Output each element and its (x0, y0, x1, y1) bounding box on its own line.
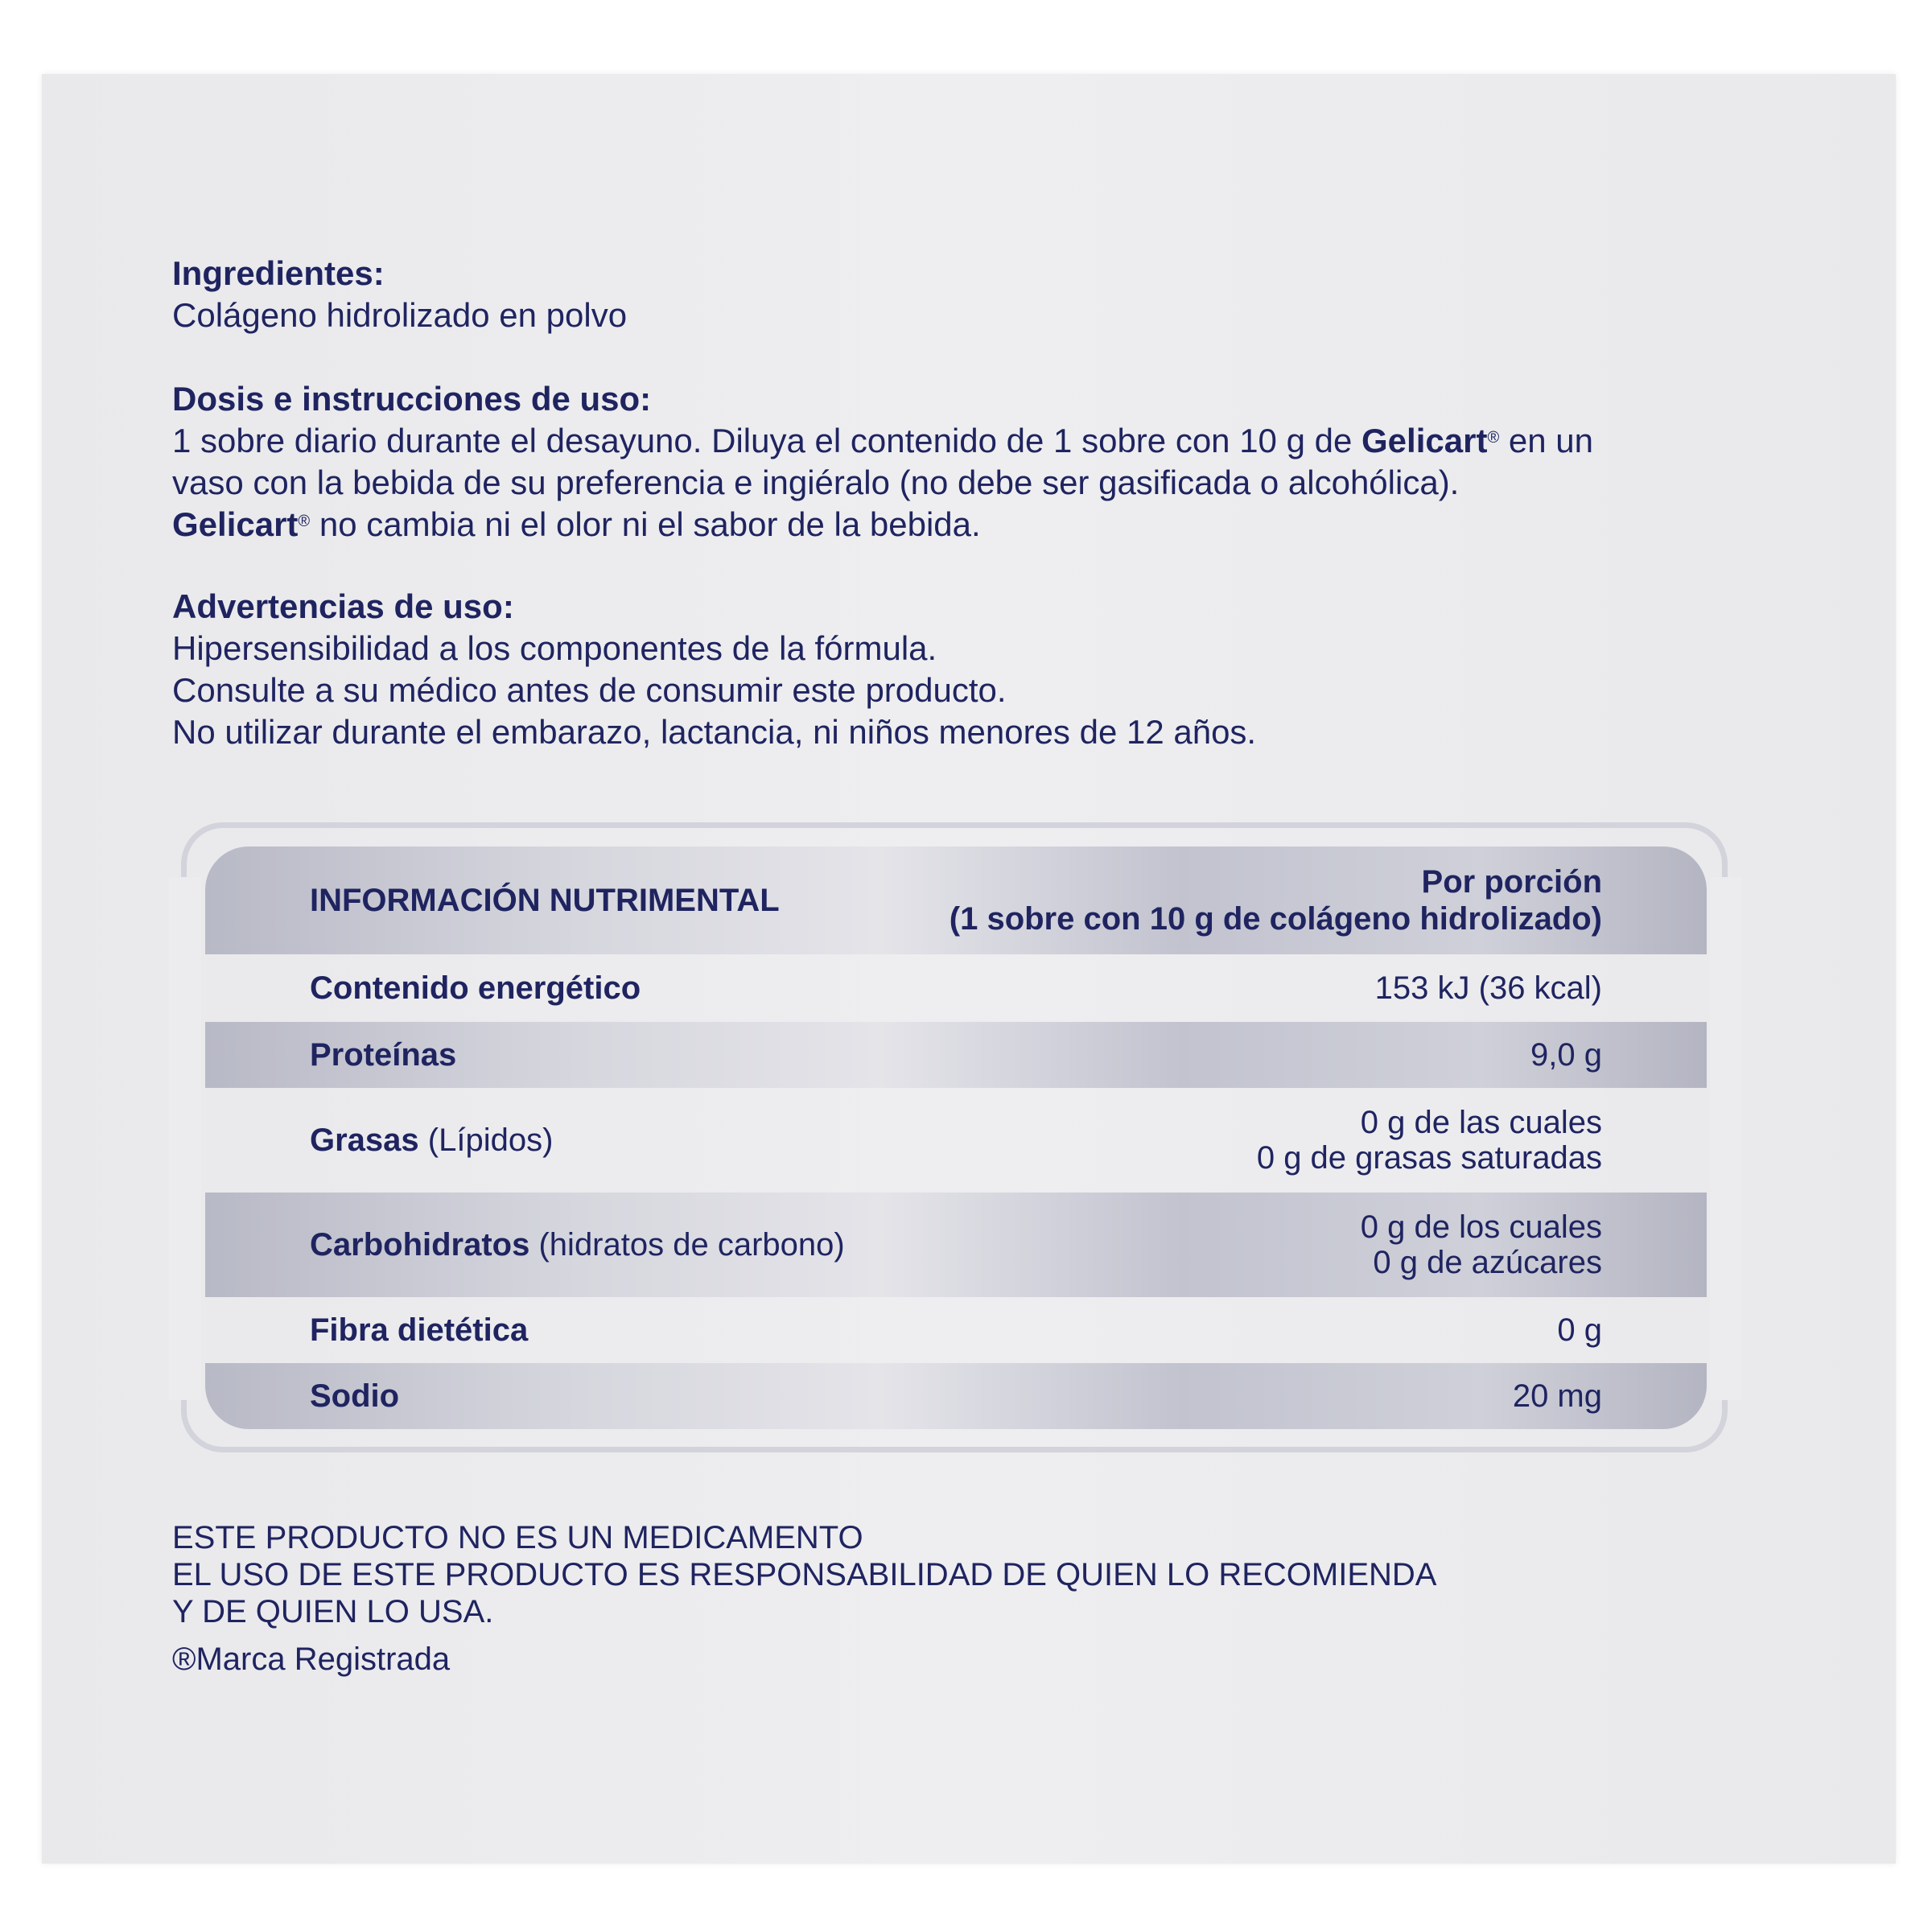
dosage-line-2: vaso con la bebida de su preferencia e ingiéralo (no debe ser gasificada o alcohólica). (172, 463, 1460, 501)
row-label-main: Carbohidratos (310, 1226, 530, 1263)
nutrition-title: INFORMACIÓN NUTRIMENTAL (310, 882, 780, 918)
brand-name: Gelicart (1361, 422, 1488, 459)
nutrition-table (205, 847, 1707, 1429)
row-value (1361, 1209, 1602, 1280)
registered-mark: ® (1487, 429, 1500, 447)
row-value: 0 g (1557, 1312, 1602, 1348)
dosage-line-3 (172, 504, 1593, 546)
row-value-line-1: 0 g de los cuales (1360, 1209, 1602, 1245)
row-value-line-1: 0 g de las cuales (1360, 1105, 1602, 1140)
table-row (205, 1088, 1707, 1193)
disclaimer-line: ESTE PRODUCTO NO ES UN MEDICAMENTO (172, 1520, 863, 1555)
serving-line-2: (1 sobre con 10 g de colágeno hidrolizado) (949, 901, 1602, 937)
row-label: Contenido energético (310, 970, 641, 1006)
trademark-note: ®Marca Registrada (172, 1642, 451, 1677)
disclaimer-line: EL USO DE ESTE PRODUCTO ES RESPONSABILIDAD DE QUIEN LO RECOMIENDA (172, 1557, 1437, 1592)
registered-mark: ® (298, 513, 311, 530)
disclaimer-line: Y DE QUIEN LO USA. (172, 1594, 494, 1629)
warnings-section (172, 586, 1256, 753)
row-label: Fibra dietética (310, 1312, 529, 1348)
nutrition-header (205, 847, 1707, 954)
table-row (205, 1193, 1707, 1297)
row-value-line-2: 0 g de grasas saturadas (1256, 1140, 1602, 1176)
row-label: Proteínas (310, 1036, 457, 1073)
ingredients-heading: Ingredientes: (172, 254, 385, 292)
warnings-heading: Advertencias de uso: (172, 587, 514, 625)
row-label-main: Grasas (310, 1122, 419, 1158)
row-value: 153 kJ (36 kcal) (1374, 970, 1602, 1006)
warning-line: Hipersensibilidad a los componentes de la fórmula. (172, 629, 937, 667)
serving-line-1: Por porción (1421, 864, 1602, 900)
row-value: 9,0 g (1530, 1037, 1602, 1073)
dosage-line-1 (172, 420, 1593, 462)
row-label-sub: (Lípidos) (427, 1122, 554, 1158)
disclaimer (172, 1519, 1436, 1630)
table-row (205, 1363, 1707, 1429)
brand-name: Gelicart (172, 505, 299, 543)
row-value: 20 mg (1512, 1378, 1602, 1414)
table-row (205, 1022, 1707, 1088)
dosage-line-1-text: 1 sobre diario durante el desayuno. Diluya el contenido de 1 sobre con 10 g de (172, 422, 1353, 459)
dosage-line-3-text: no cambia ni el olor ni el sabor de la bebida. (319, 505, 981, 543)
row-label (310, 1227, 845, 1263)
dosage-section (172, 378, 1593, 546)
row-value-line-2: 0 g de azúcares (1373, 1245, 1602, 1280)
serving-info (950, 863, 1602, 937)
row-label: Sodio (310, 1378, 400, 1414)
ingredients-text: Colágeno hidrolizado en polvo (172, 296, 628, 334)
row-label (310, 1123, 553, 1159)
table-row (205, 954, 1707, 1022)
row-value (1257, 1105, 1602, 1176)
dosage-heading: Dosis e instrucciones de uso: (172, 380, 652, 418)
frame-gap-right (1710, 877, 1742, 1400)
warning-line: Consulte a su médico antes de consumir este producto. (172, 671, 1007, 709)
warning-line: No utilizar durante el embarazo, lactancia, ni niños menores de 12 años. (172, 713, 1257, 751)
table-row (205, 1297, 1707, 1363)
frame-gap-left (169, 877, 201, 1400)
row-label-sub: (hidratos de carbono) (538, 1226, 845, 1263)
dosage-line-1-end: en un (1508, 422, 1593, 459)
ingredients-section (172, 253, 627, 336)
